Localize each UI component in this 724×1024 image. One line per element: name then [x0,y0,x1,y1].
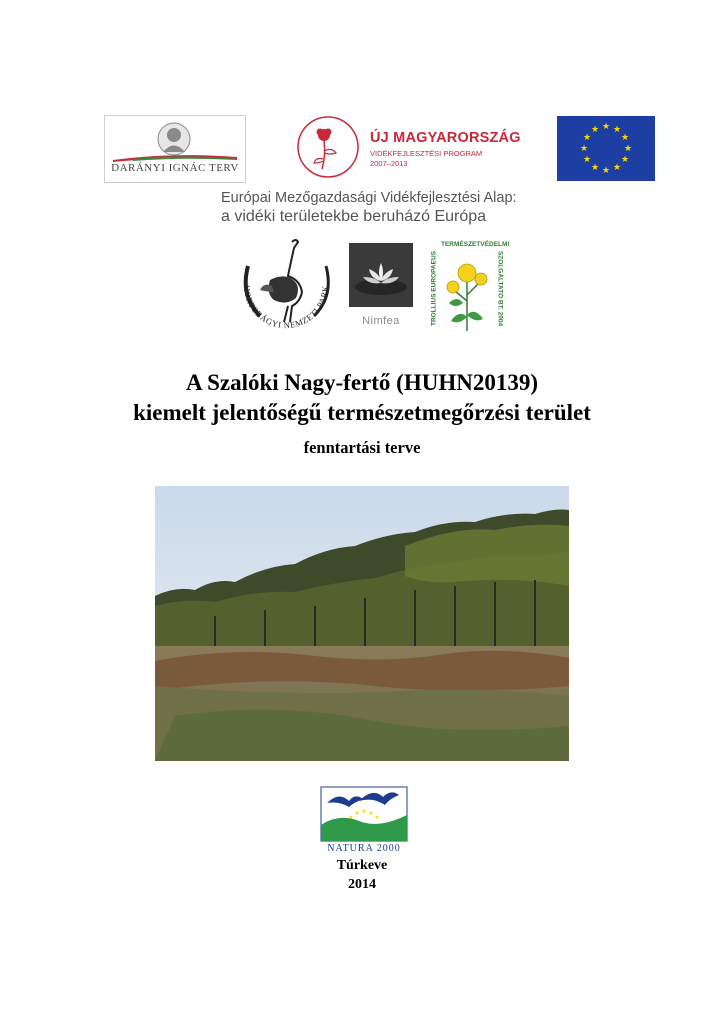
svg-text:★: ★ [623,144,633,154]
svg-text:★: ★ [582,155,592,165]
natura-2000-logo [319,785,409,855]
carnation-emblem-icon [296,115,360,179]
flag-ribbon-icon [113,154,237,162]
document-title-line-2: kiemelt jelentőségű természetmegőrzési terület [133,400,591,425]
hnp-logo-text: HORTOBÁGYI NEMZETI PARK [241,284,331,331]
daranyi-ignac-terv-logo [104,115,246,183]
hortobagyi-nemzeti-park-logo [230,236,342,344]
natura-2000-text: NATURA 2000 [327,843,401,854]
svg-text:★: ★ [590,125,600,135]
uj-magyarorszag-title: ÚJ MAGYARORSZÁG [370,130,521,146]
svg-text:★: ★ [361,808,367,815]
uj-magyarorszag-logo [296,115,521,181]
svg-text:★: ★ [612,125,622,135]
water-lily-icon [349,243,413,307]
svg-text:★: ★ [582,133,592,143]
svg-text:★: ★ [620,133,630,143]
trollius-logo [427,241,510,336]
svg-text:★: ★ [579,144,589,154]
natura-birds-icon [319,785,409,843]
svg-text:★: ★ [620,155,630,165]
svg-text:★: ★ [590,163,600,173]
nimfea-logo-text: Nimfea [362,315,400,327]
emva-line-1: Európai Mezőgazdasági Vidékfejlesztési Alap: [221,190,517,206]
eu-flag-logo [557,116,655,181]
uj-magyarorszag-subtitle: VIDÉKFEJLESZTÉSI PROGRAM [370,149,483,158]
document-subtitle: fenntartási terve [303,438,421,457]
svg-text:★: ★ [354,810,360,817]
svg-text:★: ★ [368,810,374,817]
portrait-icon [157,122,191,156]
svg-text:★: ★ [348,814,354,821]
publication-place: Túrkeve [336,858,388,873]
trollius-top-text: TERMÉSZETVÉDELMI [441,241,510,248]
trollius-left-text: TROLLIUS EUROPAEUS [430,251,438,326]
publication-year: 2014 [348,877,376,892]
globeflower-icon [441,251,493,333]
document-title-line-1: A Szalóki Nagy-fertő (HUHN20139) [186,370,538,395]
trollius-right-text: SZOLGÁLTATÓ BT. 2004 [496,250,504,327]
landscape-photo [155,486,569,761]
svg-text:★: ★ [374,814,380,821]
eu-stars-icon [557,116,655,181]
nimfea-logo [349,243,413,335]
crane-emblem-icon [230,236,342,344]
uj-magyarorszag-years: 2007–2013 [370,159,408,168]
emva-line-2: a vidéki területekbe beruházó Európa [221,208,487,225]
daranyi-logo-text: DARÁNYI IGNÁC TERV [111,162,239,174]
svg-text:★: ★ [601,122,611,132]
svg-text:★: ★ [601,166,611,176]
svg-text:★: ★ [612,163,622,173]
